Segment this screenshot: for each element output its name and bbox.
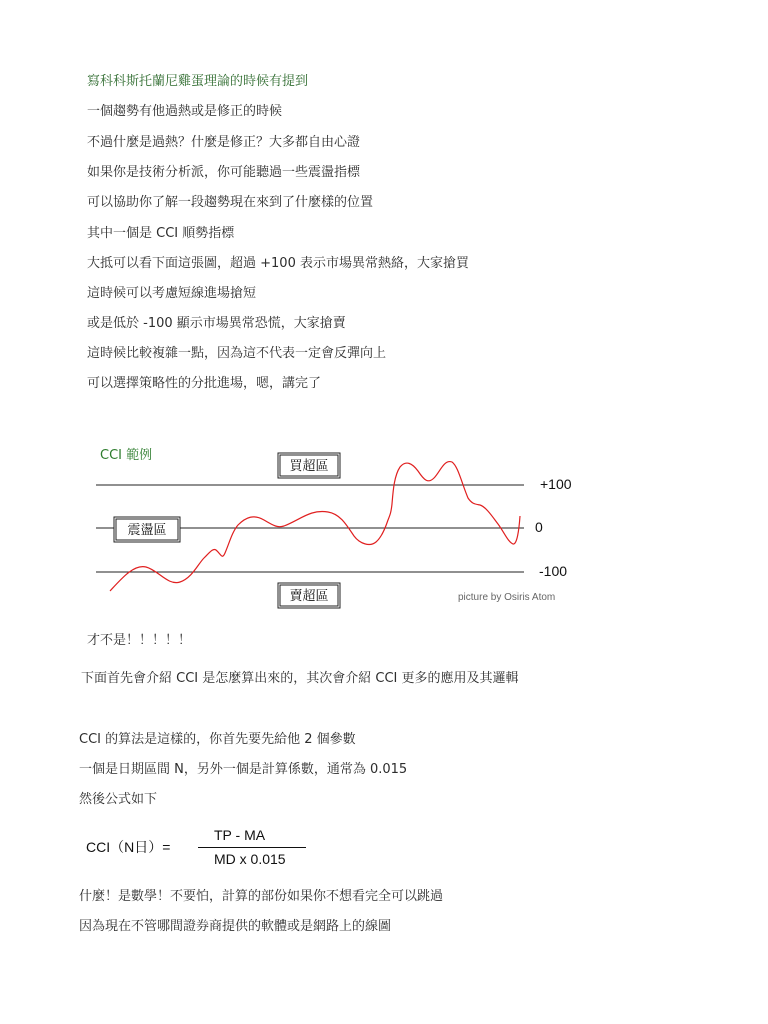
consolidation-zone-box — [114, 517, 180, 542]
text-line: 才不是！！！！！ — [87, 633, 192, 648]
text-line: 寫科科斯托蘭尼雞蛋理論的時候有提到 — [87, 74, 309, 89]
text-line: 然後公式如下 — [79, 792, 158, 807]
overbought-zone-label: 買超區 — [289, 459, 329, 474]
text-line: 可以協助你了解一段趨勢現在來到了什麼樣的位置 — [87, 195, 374, 210]
text-line: 這時候可以考慮短線進場搶短 — [87, 286, 257, 301]
oversold-zone-box — [278, 583, 340, 608]
text-line: 下面首先會介紹 CCI 是怎麼算出來的，其次會介紹 CCI 更多的應用及其邏輯 — [81, 671, 519, 686]
overbought-zone-box — [278, 453, 340, 478]
chart-title: CCI 範例 — [100, 448, 153, 463]
formula-denominator: MD x 0.015 — [214, 851, 286, 867]
text-line: 可以選擇策略性的分批進場，嗯，講完了 — [87, 376, 322, 391]
text-line: 其中一個是 CCI 順勢指標 — [87, 226, 235, 241]
minus-100-label: -100 — [539, 563, 568, 579]
oversold-zone-label: 賣超區 — [289, 589, 329, 604]
formula-numerator: TP - MA — [214, 827, 266, 843]
text-line: 如果你是技術分析派，你可能聽過一些震盪指標 — [87, 165, 361, 180]
cci-illustration — [88, 440, 588, 618]
cci-formula — [86, 823, 326, 873]
text-line: 一個趨勢有他過熱或是修正的時候 — [87, 104, 283, 119]
consolidation-zone-label: 震盪區 — [127, 523, 167, 538]
text-line: 這時候比較複雜一點，因為這不代表一定會反彈向上 — [87, 346, 387, 361]
text-line: 一個是日期區間 N，另外一個是計算係數，通常為 0.015 — [79, 762, 408, 777]
text-line: 什麼！是數學！不要怕，計算的部份如果你不想看完全可以跳過 — [79, 889, 444, 904]
text-line: CCI 的算法是這樣的，你首先要先給他 2 個參數 — [79, 732, 356, 747]
formula-lhs: CCI（N日）= — [86, 839, 171, 855]
zero-label: 0 — [535, 519, 543, 535]
plus-100-label: +100 — [540, 476, 572, 492]
text-line: 因為現在不管哪間證券商提供的軟體或是網路上的線圖 — [79, 919, 392, 934]
text-line: 或是低於 -100 顯示市場異常恐慌，大家搶賣 — [87, 316, 346, 331]
picture-credit: picture by Osiris Atom — [458, 592, 556, 603]
text-line: 不過什麼是過熱？什麼是修正？大多都自由心證 — [87, 135, 361, 150]
fraction-bar — [198, 847, 306, 848]
text-line: 大抵可以看下面這張圖，超過 +100 表示市場異常熱絡，大家搶買 — [87, 256, 469, 271]
